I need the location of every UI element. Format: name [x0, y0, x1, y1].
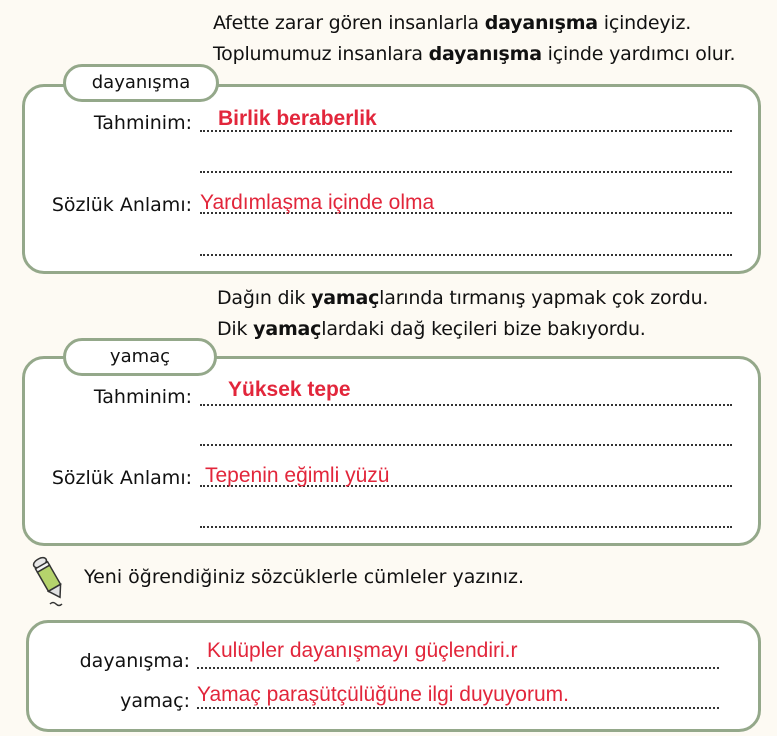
section2-meaning-line-2[interactable] — [200, 526, 732, 528]
pencil-icon — [30, 552, 70, 608]
section1-guess-line-2[interactable] — [200, 171, 732, 173]
section2-box — [22, 356, 761, 546]
section1-guess-label: Tahminim: — [93, 112, 192, 134]
section1-guess-answer: Birlik beraberlik — [218, 107, 377, 130]
section2-word-tag: yamaç — [63, 338, 217, 376]
sentence-row1-label: dayanışma: — [79, 650, 190, 672]
section1-word-tag: dayanışma — [63, 64, 219, 102]
sentences-box — [26, 620, 761, 732]
section2-sentence-1: Dağın dik yamaçlarında tırmanış yapmak çok zordu. — [217, 287, 709, 309]
sentence-row1-line[interactable] — [197, 667, 719, 669]
section1-sentence-1: Afette zarar gören insanlarla dayanışma içindeyiz. — [213, 12, 692, 34]
sentence-row1-answer: Kulüpler dayanışmayı güçlendiri.r — [207, 639, 518, 662]
instruction-text: Yeni öğrendiğiniz sözcüklerle cümleler yazınız. — [84, 566, 524, 588]
section1-sentence-2: Toplumumuz insanlara dayanışma içinde yardımcı olur. — [213, 43, 736, 65]
section2-guess-answer: Yüksek tepe — [228, 378, 351, 401]
section2-guess-line[interactable] — [200, 404, 732, 406]
section2-guess-label: Tahminim: — [93, 386, 192, 408]
section2-guess-line-2[interactable] — [200, 444, 732, 446]
section2-sentences — [217, 283, 708, 345]
sentence-row2-label: yamaç: — [120, 690, 190, 712]
section2-meaning-answer: Tepenin eğimli yüzü — [205, 464, 390, 487]
section2-meaning-label: Sözlük Anlamı: — [51, 467, 192, 489]
sentence-row2-answer: Yamaç paraşütçülüğüne ilgi duyuyorum. — [197, 683, 569, 706]
sentence-row2-line[interactable] — [197, 707, 719, 709]
section1-sentences — [213, 8, 735, 70]
section1-meaning-line-2[interactable] — [200, 254, 732, 256]
section1-meaning-answer: Yardımlaşma içinde olma — [200, 191, 435, 214]
section1-meaning-label: Sözlük Anlamı: — [51, 194, 192, 216]
section2-sentence-2: Dik yamaçlardaki dağ keçileri bize bakıyordu. — [217, 318, 646, 340]
